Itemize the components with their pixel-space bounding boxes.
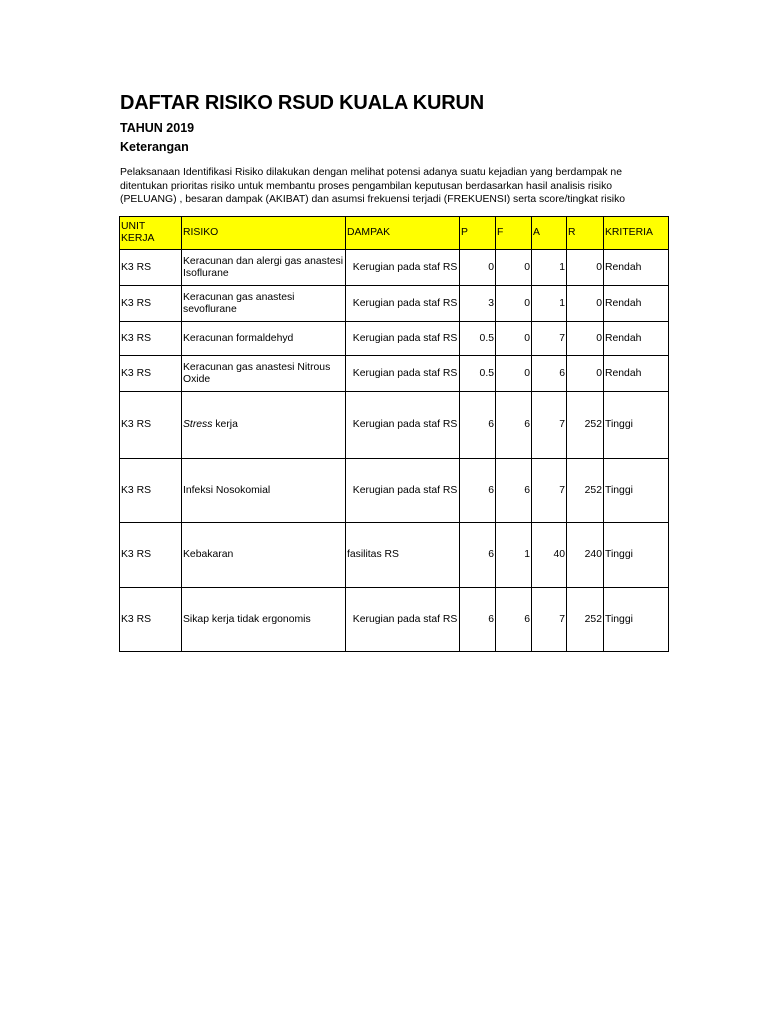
- table-row: [120, 322, 669, 356]
- cell-unit: K3 RS: [120, 250, 182, 286]
- cell-a: 7: [532, 588, 567, 652]
- table-row: [120, 286, 669, 322]
- column-header-risiko: RISIKO: [182, 217, 346, 250]
- cell-p: 6: [460, 459, 496, 523]
- cell-risiko: Keracunan formaldehyd: [182, 322, 346, 356]
- cell-f: 0: [496, 286, 532, 322]
- description-line: Pelaksanaan Identifikasi Risiko dilakukan dengan melihat potensi adanya suatu kejadian yang berdampak ne: [120, 167, 622, 178]
- cell-r: 240: [567, 523, 604, 588]
- description-line: (PELUANG) , besaran dampak (AKIBAT) dan asumsi frekuensi terjadi (FREKUENSI) serta score/tingkat risiko: [120, 194, 626, 205]
- cell-a: 1: [532, 286, 567, 322]
- cell-kriteria: Rendah: [604, 250, 669, 286]
- cell-risiko: Keracunan dan alergi gas anastesi Isoflurane: [182, 250, 346, 286]
- cell-f: 6: [496, 392, 532, 459]
- cell-kriteria: Tinggi: [604, 392, 669, 459]
- description-line: ditentukan prioritas risiko untuk membantu proses pengambilan keputusan berdasarkan hasil analisis risiko: [120, 180, 613, 192]
- cell-p: 6: [460, 523, 496, 588]
- section-heading: Keterangan: [120, 140, 189, 154]
- cell-dampak: Kerugian pada staf RS: [346, 588, 460, 652]
- cell-r: 0: [567, 322, 604, 356]
- cell-p: 0: [460, 250, 496, 286]
- cell-a: 7: [532, 322, 567, 356]
- column-header-r: R: [567, 217, 604, 250]
- table-header-row: [120, 217, 669, 250]
- risiko-text: kerja: [212, 419, 238, 430]
- cell-f: 6: [496, 588, 532, 652]
- cell-kriteria: Rendah: [604, 322, 669, 356]
- cell-kriteria: Rendah: [604, 356, 669, 392]
- risk-table: [119, 216, 669, 652]
- cell-r: 252: [567, 392, 604, 459]
- cell-risiko: Infeksi Nosokomial: [182, 459, 346, 523]
- table-row: [120, 250, 669, 286]
- table-row: [120, 523, 669, 588]
- cell-a: 7: [532, 459, 567, 523]
- cell-p: 0.5: [460, 356, 496, 392]
- year-heading: TAHUN 2019: [120, 121, 195, 135]
- cell-a: 40: [532, 523, 567, 588]
- cell-dampak: Kerugian pada staf RS: [346, 286, 460, 322]
- cell-dampak: Kerugian pada staf RS: [346, 459, 460, 523]
- cell-unit: K3 RS: [120, 356, 182, 392]
- cell-dampak: Kerugian pada staf RS: [346, 356, 460, 392]
- cell-r: 252: [567, 588, 604, 652]
- cell-dampak: Kerugian pada staf RS: [346, 250, 460, 286]
- column-header-p: P: [460, 217, 496, 250]
- column-header-unit: UNIT KERJA: [120, 217, 182, 250]
- description-paragraph: [120, 166, 668, 207]
- cell-a: 7: [532, 392, 567, 459]
- cell-r: 0: [567, 286, 604, 322]
- cell-a: 6: [532, 356, 567, 392]
- table-row: [120, 588, 669, 652]
- cell-kriteria: Rendah: [604, 286, 669, 322]
- cell-f: 0: [496, 356, 532, 392]
- cell-unit: K3 RS: [120, 322, 182, 356]
- cell-f: 0: [496, 322, 532, 356]
- cell-r: 0: [567, 356, 604, 392]
- cell-p: 0.5: [460, 322, 496, 356]
- table-row: [120, 392, 669, 459]
- cell-r: 0: [567, 250, 604, 286]
- cell-unit: K3 RS: [120, 392, 182, 459]
- column-header-dampak: DAMPAK: [346, 217, 460, 250]
- cell-dampak: Kerugian pada staf RS: [346, 322, 460, 356]
- cell-risiko: Sikap kerja tidak ergonomis: [182, 588, 346, 652]
- cell-unit: K3 RS: [120, 588, 182, 652]
- cell-risiko: Kebakaran: [182, 523, 346, 588]
- cell-risiko: Keracunan gas anastesi sevoflurane: [182, 286, 346, 322]
- table-row: [120, 459, 669, 523]
- cell-unit: K3 RS: [120, 459, 182, 523]
- cell-kriteria: Tinggi: [604, 459, 669, 523]
- cell-risiko: [182, 392, 346, 459]
- table-row: [120, 356, 669, 392]
- cell-p: 3: [460, 286, 496, 322]
- column-header-kriteria: KRITERIA: [604, 217, 669, 250]
- cell-dampak: fasilitas RS: [346, 523, 460, 588]
- cell-unit: K3 RS: [120, 523, 182, 588]
- cell-f: 1: [496, 523, 532, 588]
- cell-f: 0: [496, 250, 532, 286]
- cell-unit: K3 RS: [120, 286, 182, 322]
- cell-risiko: Keracunan gas anastesi Nitrous Oxide: [182, 356, 346, 392]
- cell-p: 6: [460, 588, 496, 652]
- risiko-italic-term: Stress: [183, 419, 213, 430]
- cell-p: 6: [460, 392, 496, 459]
- cell-dampak: Kerugian pada staf RS: [346, 392, 460, 459]
- cell-kriteria: Tinggi: [604, 523, 669, 588]
- column-header-a: A: [532, 217, 567, 250]
- column-header-f: F: [496, 217, 532, 250]
- cell-kriteria: Tinggi: [604, 588, 669, 652]
- cell-f: 6: [496, 459, 532, 523]
- cell-r: 252: [567, 459, 604, 523]
- cell-a: 1: [532, 250, 567, 286]
- page-title: DAFTAR RISIKO RSUD KUALA KURUN: [120, 92, 484, 114]
